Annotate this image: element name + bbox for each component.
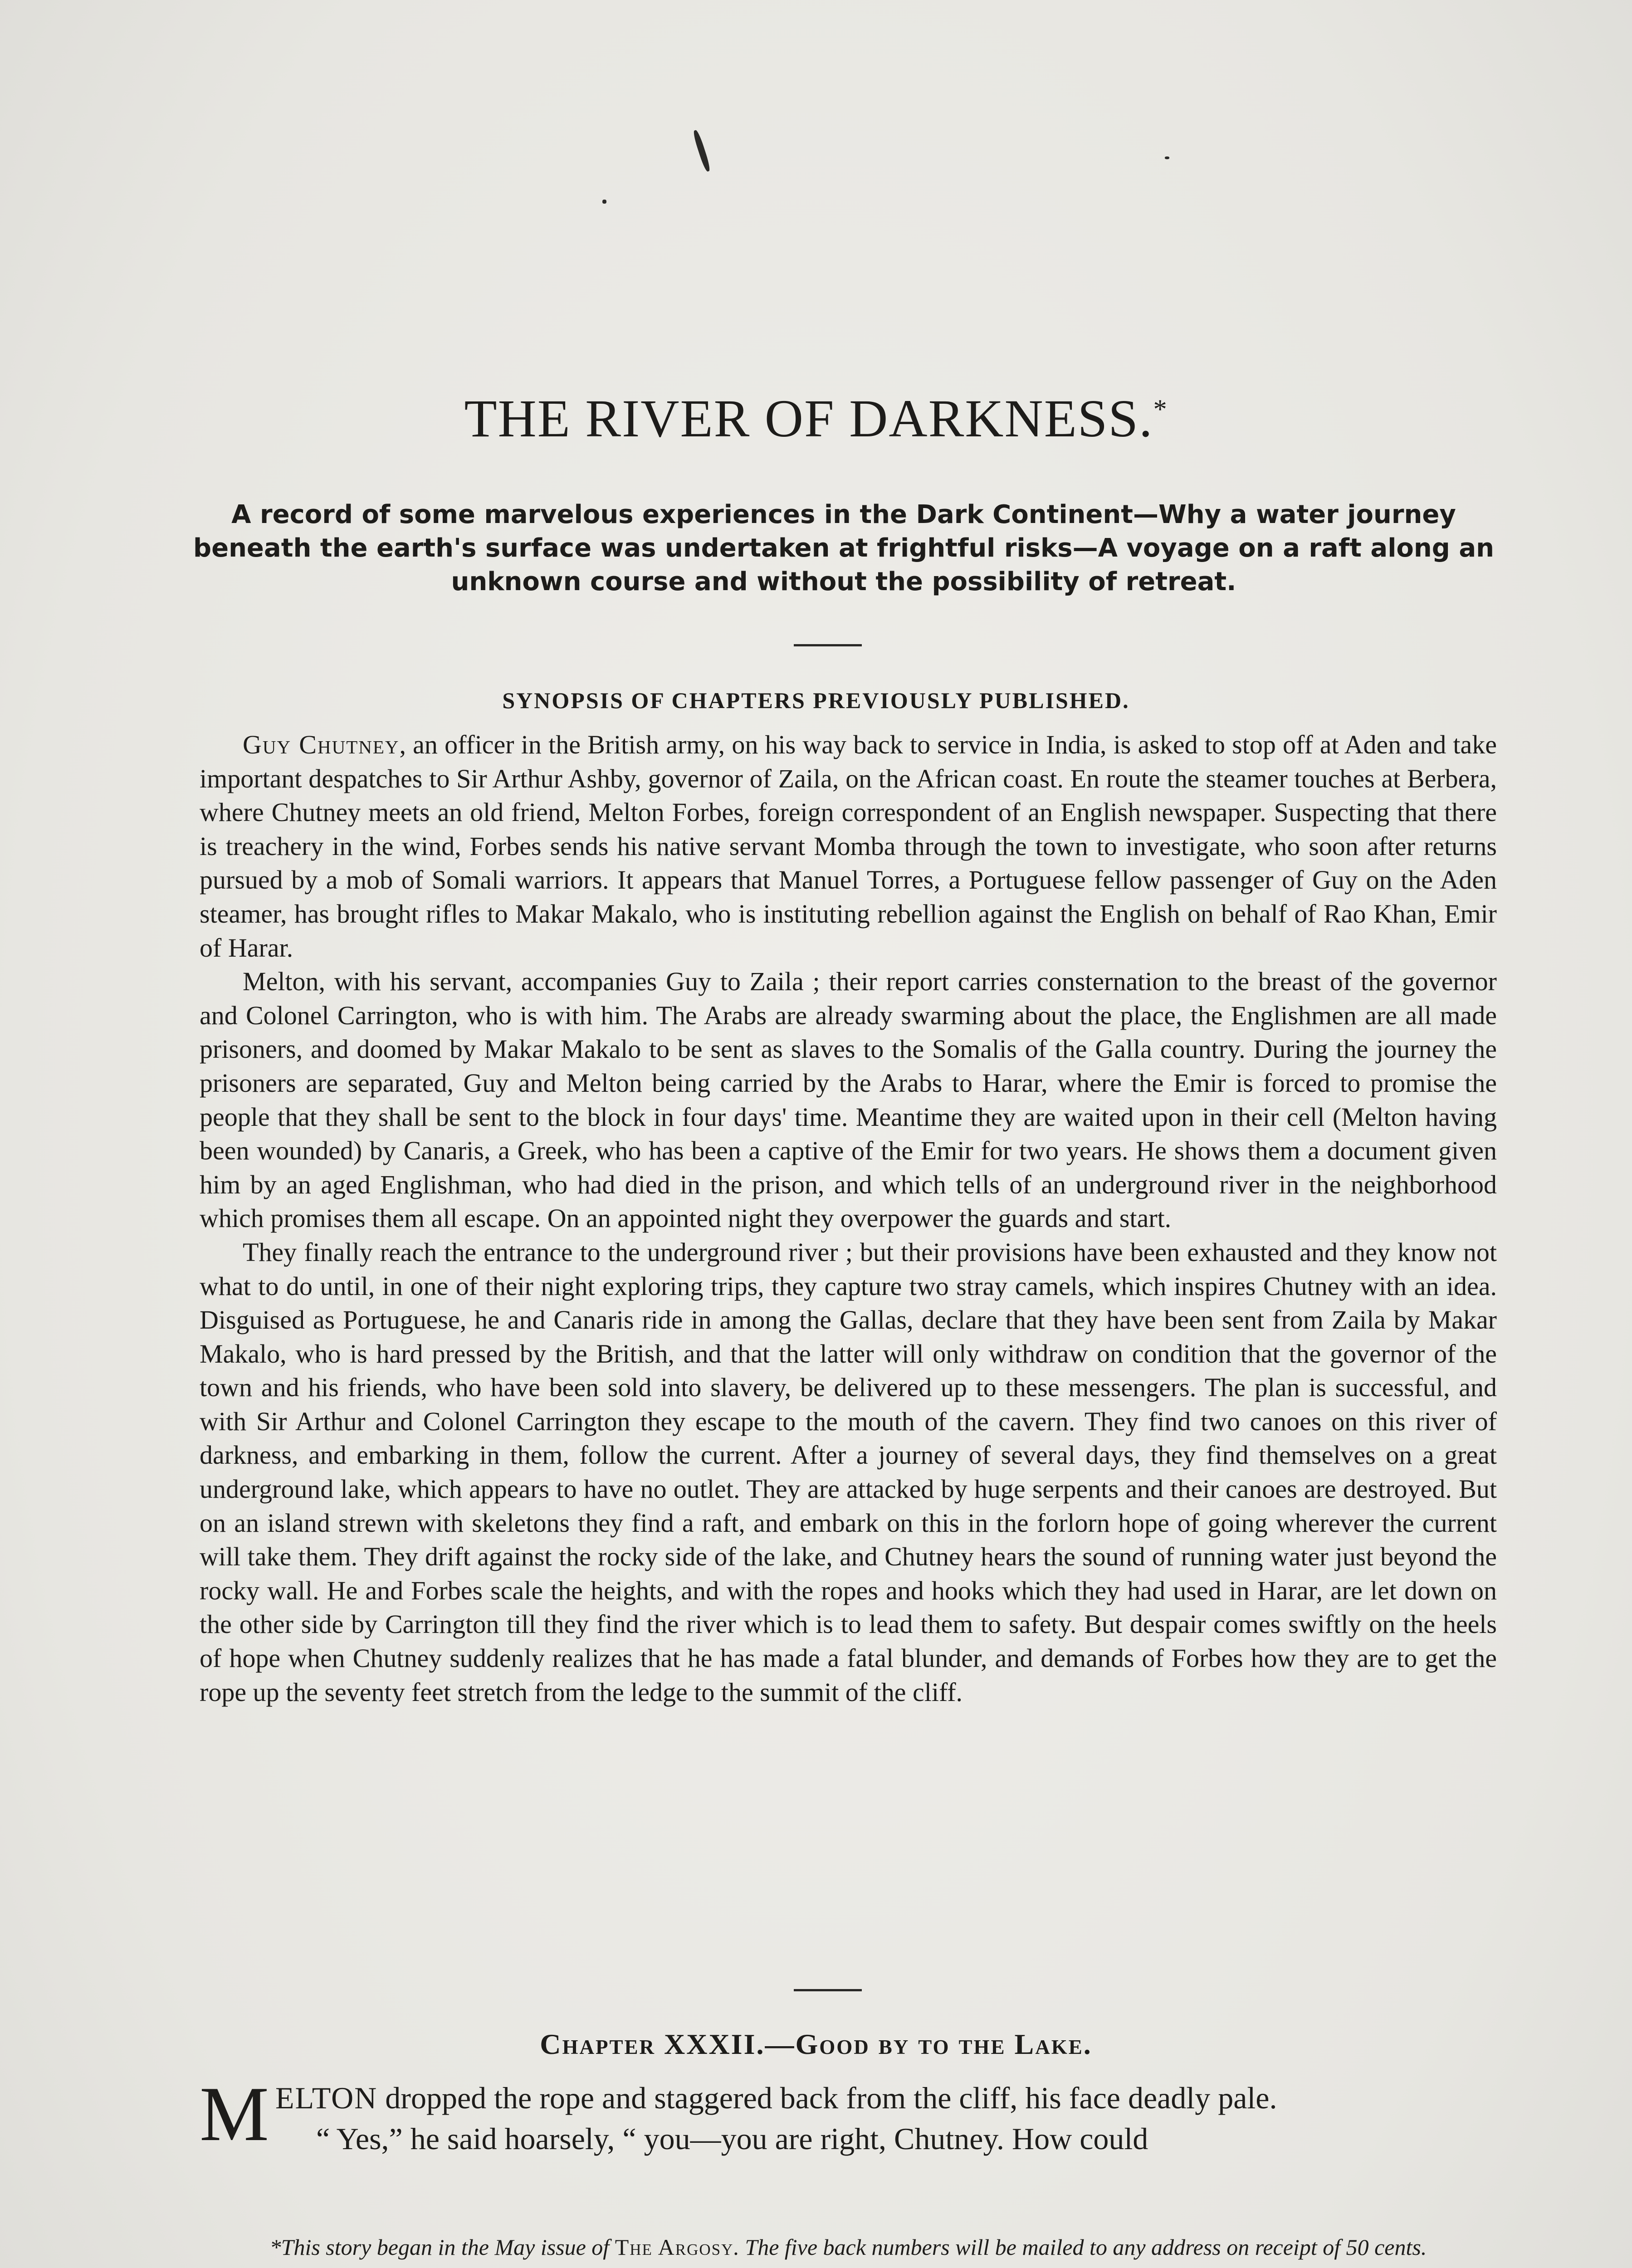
- ink-speck: [692, 129, 712, 172]
- chapter-first-word: ELTON: [275, 2081, 378, 2115]
- synopsis-heading: SYNOPSIS OF CHAPTERS PREVIOUSLY PUBLISHED.: [502, 688, 1130, 713]
- synopsis-paragraph: Melton, with his servant, accompanies Guy to Zaila ; their report carries consternation to the breast of the governor and Colonel Carrington, who is with him. The Arabs are already swarming about the place, the Englishmen are all made prisoners, and doomed by Makar Makalo to be sent as slaves to the Somalis of the Galla country. During the journey the prisoners are separated, Guy and Melton being carried by the Arabs to Harar, where the Emir is forced to promise the people that they shall be sent to the block in four days' time. Meantime they are waited upon in their cell (Melton having been wounded) by Canaris, a Greek, who has been a captive of the Emir for two years. He shows them a document given him by an aged Englishman, who had died in the prison, and which tells of an underground river in the neighborhood which promises them all escape. On an appointed night they overpower the guards and start.: [200, 967, 1497, 1233]
- divider-rule: [794, 1989, 862, 1991]
- story-subtitle: A record of some marvelous experiences in the Dark Continent—Why a water journey beneath the earth's surface was undertaken at frightful risks—A voyage on a raft along an unknown course and without the possibility of retreat.: [193, 500, 1494, 596]
- synopsis-paragraph: They finally reach the entrance to the underground river ; but their provisions have been exhausted and they know not what to do until, in one of their night exploring trips, they capture two stray camels, which inspires Chutney with an idea. Disguised as Portuguese, he and Canaris ride in among the Gallas, declare that they have been sent from Zaila by Makar Makalo, who is hard pressed by the British, and that the latter will only withdraw on condition that the governor of the town and his friends, who have been sold into slavery, be delivered up to these messengers. The plan is successful, and with Sir Arthur and Colonel Carrington they escape to the mouth of the cavern. They find two canoes on this river of darkness, and embarking in them, follow the current. After a journey of several days, they find themselves on a great underground lake, which appears to have no outlet. They are attacked by huge serpents and their canoes are destroyed. But on an island strewn with skeletons they find a raft, and embark on this in the forlorn hope of going wherever the current will take them. They drift against the rocky side of the lake, and Chutney hears the sound of running water just beyond the rocky wall. He and Forbes scale the heights, and with the ropes and hooks which they had used in Harar, are let down on the other side by Carrington till they find the river which is to lead them to safety. But despair comes swiftly on the heels of hope when Chutney suddenly realizes that he has made a fatal blunder, and demands of Forbes how they are to get the rope up the seventy feet stretch from the ledge to the summit of the cliff.: [200, 1237, 1497, 1707]
- chapter-paragraph: MELTON dropped the rope and staggered back from the cliff, his face deadly pale.: [200, 2071, 1277, 2157]
- synopsis-lead-name: Guy Chutney: [243, 730, 400, 759]
- drop-cap: M: [200, 2071, 269, 2157]
- ink-speck: [1165, 156, 1169, 159]
- ink-speck: [602, 200, 606, 204]
- story-title: THE RIVER OF DARKNESS.*: [464, 389, 1168, 448]
- chapter-body: [200, 2071, 1497, 2159]
- chapter-heading: Chapter XXXII.—Good by to the Lake.: [540, 2028, 1092, 2060]
- synopsis-paragraph: Guy Chutney, an officer in the British army, on his way back to service in India, is asked to stop off at Aden and take important despatches to Sir Arthur Ashby, governor of Zaila, on the African coast. En route the steamer touches at Berbera, where Chutney meets an old friend, Melton Forbes, foreign correspondent of an English newspaper. Suspecting that there is treachery in the wind, Forbes sends his native servant Momba through the town to investigate, who soon after returns pursued by a mob of Somali warriors. It appears that Manuel Torres, a Portuguese fellow passenger of Guy on the Aden steamer, has brought rifles to Makar Makalo, who is instituting rebellion against the English on behalf of Rao Khan, Emir of Harar.: [200, 730, 1497, 963]
- divider-rule: [794, 644, 862, 646]
- footnote: *This story began in the May issue of The Argosy. The five back numbers will be mailed to any address on receipt of 50 cents.: [269, 2234, 1427, 2260]
- magazine-name: The Argosy: [615, 2234, 734, 2260]
- chapter-paragraph: “ Yes,” he said hoarsely, “ you—you are right, Chutney. How could: [316, 2121, 1148, 2156]
- title-footnote-mark: *: [1153, 394, 1168, 424]
- synopsis-body: [200, 728, 1497, 1709]
